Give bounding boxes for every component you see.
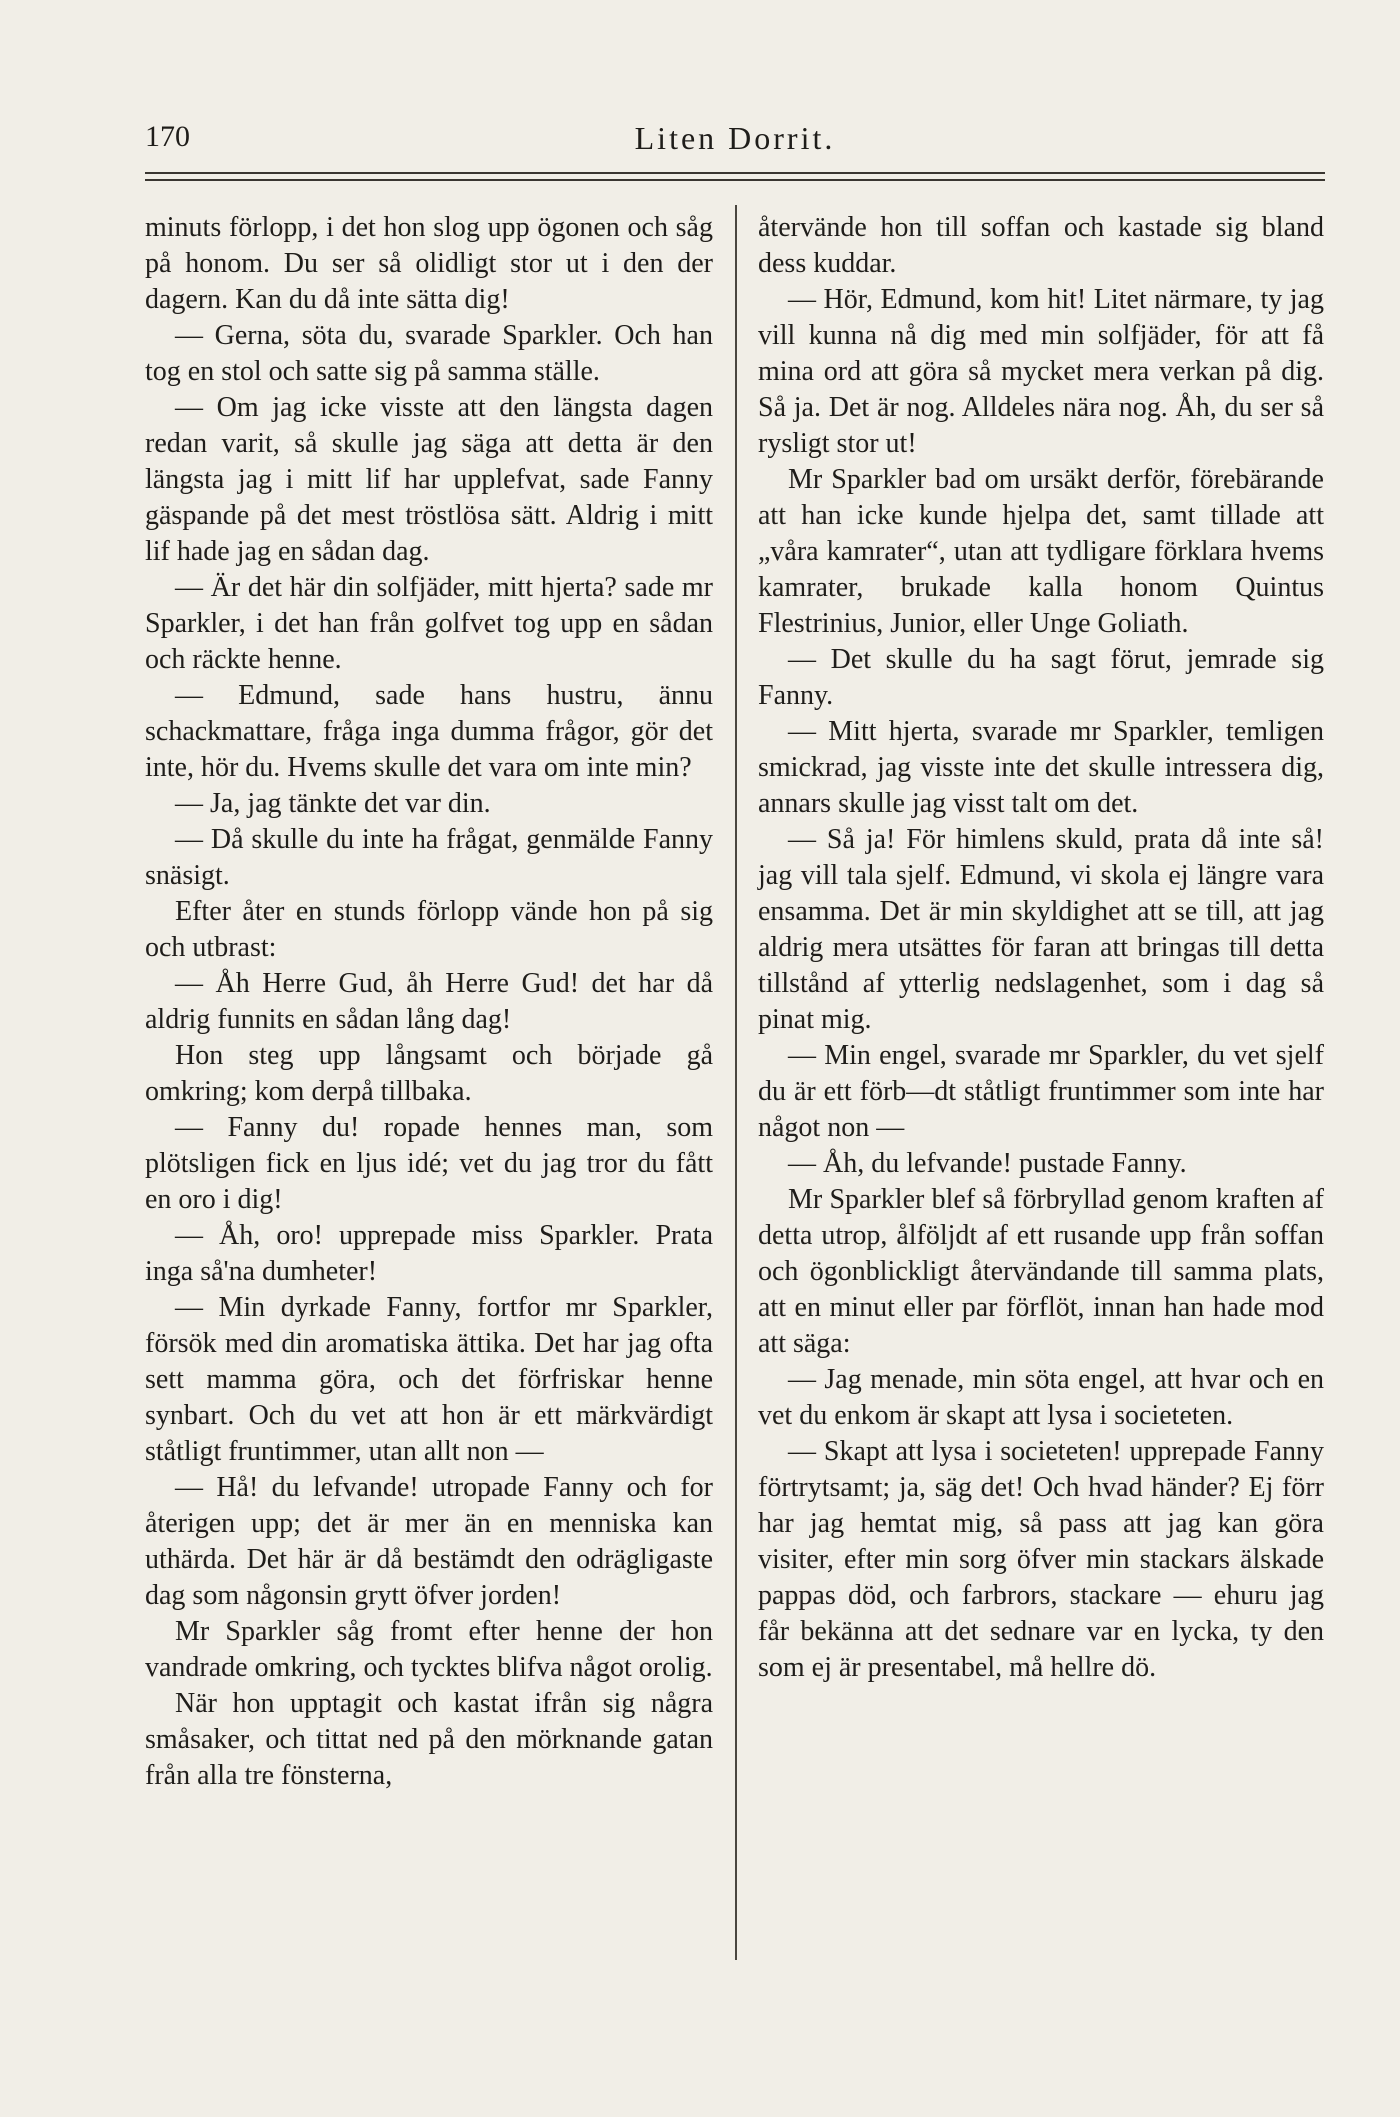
paragraph: — Gerna, söta du, svarade Sparkler. Och han tog en stol och satte sig på samma ställe. xyxy=(145,320,713,387)
paragraph: minuts förlopp, i det hon slog upp ögonen och såg på honom. Du ser så olidligt stor ut i den der dagern. Kan du då inte sätta dig! xyxy=(145,212,713,315)
paragraph: — Är det här din solfjäder, mitt hjerta? sade mr Sparkler, i det han från golfvet tog upp en sådan och räckte henne. xyxy=(145,572,713,675)
paragraph: — Åh, oro! upprepade miss Sparkler. Prata inga så'na dumheter! xyxy=(145,1220,713,1287)
paragraph: — Då skulle du inte ha frågat, genmälde Fanny snäsigt. xyxy=(145,824,713,891)
paragraph: — Ja, jag tänkte det var din. xyxy=(175,788,491,819)
page-number: 170 xyxy=(145,120,190,153)
paragraph: — Det skulle du ha sagt förut, jemrade sig Fanny. xyxy=(758,644,1324,711)
paragraph: — Edmund, sade hans hustru, ännu schackmattare, fråga inga dumma frågor, gör det inte, hör du. Hvems skulle det vara om inte min? xyxy=(145,680,713,783)
paragraph: — Fanny du! ropade hennes man, som plötsligen fick en ljus idé; vet du jag tror du fått en oro i dig! xyxy=(145,1112,713,1215)
column-divider xyxy=(735,205,737,1960)
paragraph: — Så ja! För himlens skuld, prata då inte så! jag vill tala sjelf. Edmund, vi skola ej längre vara ensamma. Det är min skyldighet att se till, att jag aldrig mera utsättes för faran att bringas till detta tillstånd af ytterlig nedslagenhet, som i dag så pinat mig. xyxy=(758,824,1324,1035)
header-rule-bottom xyxy=(145,179,1325,181)
paragraph: — Åh Herre Gud, åh Herre Gud! det har då aldrig funnits en sådan lång dag! xyxy=(145,968,713,1035)
paragraph: — Hå! du lefvande! utropade Fanny och for återigen upp; det är mer än en menniska kan uthärda. Det här är då bestämdt den odrägligaste dag som någonsin grytt öfver jorden! xyxy=(145,1472,713,1611)
paragraph: — Min dyrkade Fanny, fortfor mr Sparkler, försök med din aromatiska ättika. Det har jag ofta sett mamma göra, och det förfriskar henne synbart. Och du vet att hon är ett märkvärdigt ståtligt fruntimmer, utan allt non — xyxy=(145,1292,713,1467)
paragraph: Efter åter en stunds förlopp vände hon på sig och utbrast: xyxy=(145,896,713,963)
paragraph: Hon steg upp långsamt och började gå omkring; kom derpå tillbaka. xyxy=(145,1040,713,1107)
paragraph: återvände hon till soffan och kastade sig bland dess kuddar. xyxy=(758,212,1324,279)
paragraph: — Hör, Edmund, kom hit! Litet närmare, ty jag vill kunna nå dig med min solfjäder, för att få mina ord att göra så mycket mera verkan på dig. Så ja. Det är nog. Alldeles nära nog. Åh, du ser så rysligt stor ut! xyxy=(758,284,1324,459)
right-column xyxy=(758,210,1324,1686)
left-column xyxy=(145,210,713,1794)
running-head xyxy=(145,120,1325,160)
paragraph: Mr Sparkler blef så förbryllad genom kraften af detta utrop, ålföljdt af ett rusande upp från soffan och ögonblickligt återvändande till samma plats, att en minut eller par förflöt, innan han hade mod att säga: xyxy=(758,1184,1324,1359)
paragraph: — Mitt hjerta, svarade mr Sparkler, temligen smickrad, jag visste inte det skulle intressera dig, annars skulle jag visst talt om det. xyxy=(758,716,1324,819)
paragraph: Mr Sparkler såg fromt efter henne der hon vandrade omkring, och tycktes blifva något orolig. xyxy=(145,1616,713,1683)
running-title: Liten Dorrit. xyxy=(634,120,836,156)
paragraph: — Min engel, svarade mr Sparkler, du vet sjelf du är ett förb—dt ståtligt fruntimmer som inte har något non — xyxy=(758,1040,1324,1143)
paragraph: Mr Sparkler bad om ursäkt derför, förebärande att han icke kunde hjelpa det, samt tillade att „våra kamrater“, utan att tydligare förklara hvems kamrater, brukade kalla honom Quintus Flestrinius, Junior, eller Unge Goliath. xyxy=(758,464,1324,639)
header-rule-top xyxy=(145,172,1325,174)
paragraph: — Skapt att lysa i societeten! upprepade Fanny förtrytsamt; ja, säg det! Och hvad händer? Ej förr har jag hemtat mig, så pass att jag kan göra visiter, efter min sorg öfver min stackars älskade pappas död, och farbrors, stackare — ehuru jag får bekänna att det sednare var en lycka, ty den som ej är presentabel, må hellre dö. xyxy=(758,1436,1324,1683)
paragraph: När hon upptagit och kastat ifrån sig några småsaker, och tittat ned på den mörknande gatan från alla tre fönsterna, xyxy=(145,1688,713,1791)
paragraph: — Om jag icke visste att den längsta dagen redan varit, så skulle jag säga att detta är den längsta jag i mitt lif har upplefvat, sade Fanny gäspande på det mest tröstlösa sätt. Aldrig i mitt lif hade jag en sådan dag. xyxy=(145,392,713,567)
paragraph: — Jag menade, min söta engel, att hvar och en vet du enkom är skapt att lysa i societeten. xyxy=(758,1364,1324,1431)
paragraph: — Åh, du lefvande! pustade Fanny. xyxy=(788,1148,1187,1179)
